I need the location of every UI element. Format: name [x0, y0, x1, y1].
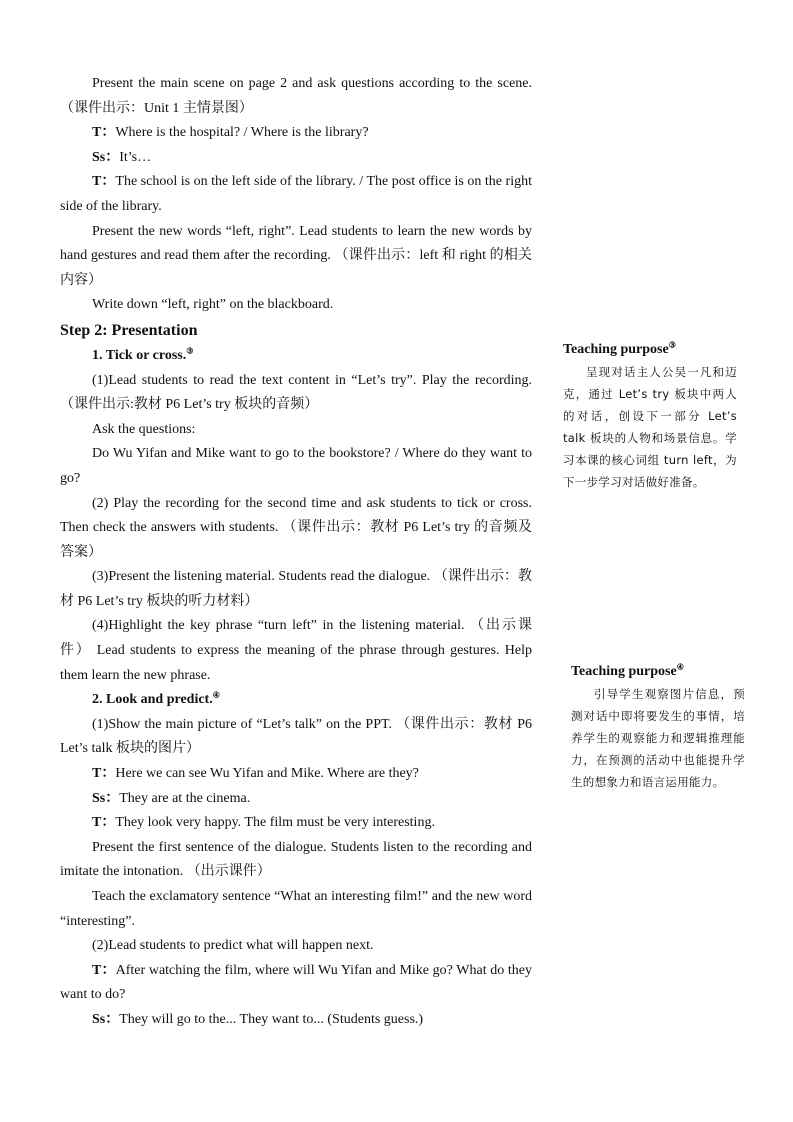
note-title-text: Teaching purpose — [563, 342, 669, 357]
main-column — [60, 72, 532, 1033]
paragraph: (2)Lead students to predict what will happen next. — [92, 938, 374, 954]
dialogue-line — [60, 121, 532, 146]
paragraph: Teach the exclamatory sentence “What an interesting film!” and the new word “interesting”. — [60, 889, 532, 929]
paragraph: Ask the questions: — [92, 421, 196, 437]
paragraph: (1)Show the main picture of “Let’s talk” on the PPT. （课件出示：教材 P6 Let’s talk 板块的图片） — [60, 716, 532, 757]
speaker-label: T： — [92, 125, 116, 141]
dialogue-line — [60, 762, 532, 787]
footnote-marker: ③ — [186, 346, 194, 356]
paragraph: (4)Highlight the key phrase “turn left” in the listening material. （出示课件） Lead students to express the meaning of the phrase through gestures. Help them learn the new phrase. — [60, 618, 532, 683]
note-title-text: Teaching purpose — [571, 664, 677, 679]
note-body: 引导学生观察图片信息，预测对话中即将要发生的事情，培养学生的观察能力和逻辑推理能力，在预测的活动中也能提升学生的想象力和语言运用能力。 — [571, 687, 745, 789]
paragraph: Present the first sentence of the dialogue. Students listen to the recording and imitate the intonation. （出示课件） — [60, 839, 532, 880]
dialogue-text: They are at the cinema. — [119, 790, 251, 806]
speaker-label: Ss： — [92, 1011, 120, 1027]
speaker-label: Ss： — [92, 149, 120, 165]
teaching-purpose-note — [571, 661, 745, 793]
footnote-marker: ④ — [676, 662, 684, 672]
section-heading — [60, 688, 532, 713]
paragraph: (3)Present the listening material. Students read the dialogue. （课件出示：教材 P6 Let’s try 板块的听力材料） — [60, 569, 532, 609]
section-title: 2. Look and predict. — [92, 692, 213, 708]
dialogue-text: It’s… — [119, 149, 152, 165]
dialogue-line — [60, 959, 532, 1008]
dialogue-text: After watching the film, where will Wu Yifan and Mike go? What do they want to do? — [60, 962, 532, 1003]
paragraph: (1)Lead students to read the text content in “Let’s try”. Play the recording. （课件出示:教材 P6 Let’s try 板块的音频） — [60, 372, 532, 413]
paragraph: (2) Play the recording for the second time and ask students to tick or cross. Then check the answers with students. （课件出示：教材 P6 Let’s try 的音频及答案） — [60, 495, 532, 560]
speaker-label: Ss： — [92, 790, 120, 806]
section-heading — [60, 344, 532, 369]
dialogue-text: They look very happy. The film must be very interesting. — [115, 815, 435, 831]
dialogue-text: Here we can see Wu Yifan and Mike. Where are they? — [115, 766, 419, 782]
step-heading: Step 2: Presentation — [60, 321, 198, 339]
dialogue-line — [60, 811, 532, 836]
note-body: 呈现对话主人公吴一凡和迈克，通过 Let’s try 板块中两人的对话，创设下一部分 Let’s talk 板块的人物和场景信息。学习本课的核心词组 turn left，为下一步学习对话做好准备。 — [563, 365, 737, 489]
dialogue-line — [60, 170, 532, 219]
footnote-marker: ③ — [668, 340, 676, 350]
dialogue-text: Where is the hospital? / Where is the library? — [115, 125, 369, 141]
dialogue-line — [60, 787, 532, 812]
paragraph: Do Wu Yifan and Mike want to go to the bookstore? / Where do they want to go? — [60, 446, 532, 486]
paragraph: Present the main scene on page 2 and ask questions according to the scene. （课件出示：Unit 1 主情景图） — [60, 76, 532, 116]
dialogue-text: They will go to the... They want to... (Students guess.) — [119, 1011, 424, 1027]
section-title: 1. Tick or cross. — [92, 347, 187, 363]
speaker-label: T： — [92, 962, 116, 978]
speaker-label: T： — [92, 174, 116, 190]
note-title — [563, 339, 737, 361]
speaker-label: T： — [92, 766, 116, 782]
speaker-label: T： — [92, 815, 116, 831]
note-title — [571, 661, 745, 683]
footnote-marker: ④ — [212, 690, 220, 700]
teaching-purpose-note — [563, 339, 737, 493]
dialogue-line — [60, 146, 532, 171]
dialogue-text: The school is on the left side of the library. / The post office is on the right side of the library. — [60, 174, 532, 214]
paragraph: Present the new words “left, right”. Lead students to learn the new words by hand gestures and read them after the recording. （课件出示：left 和 right 的相关内容） — [60, 223, 532, 288]
dialogue-line — [60, 1008, 532, 1033]
paragraph: Write down “left, right” on the blackboard. — [92, 297, 334, 313]
